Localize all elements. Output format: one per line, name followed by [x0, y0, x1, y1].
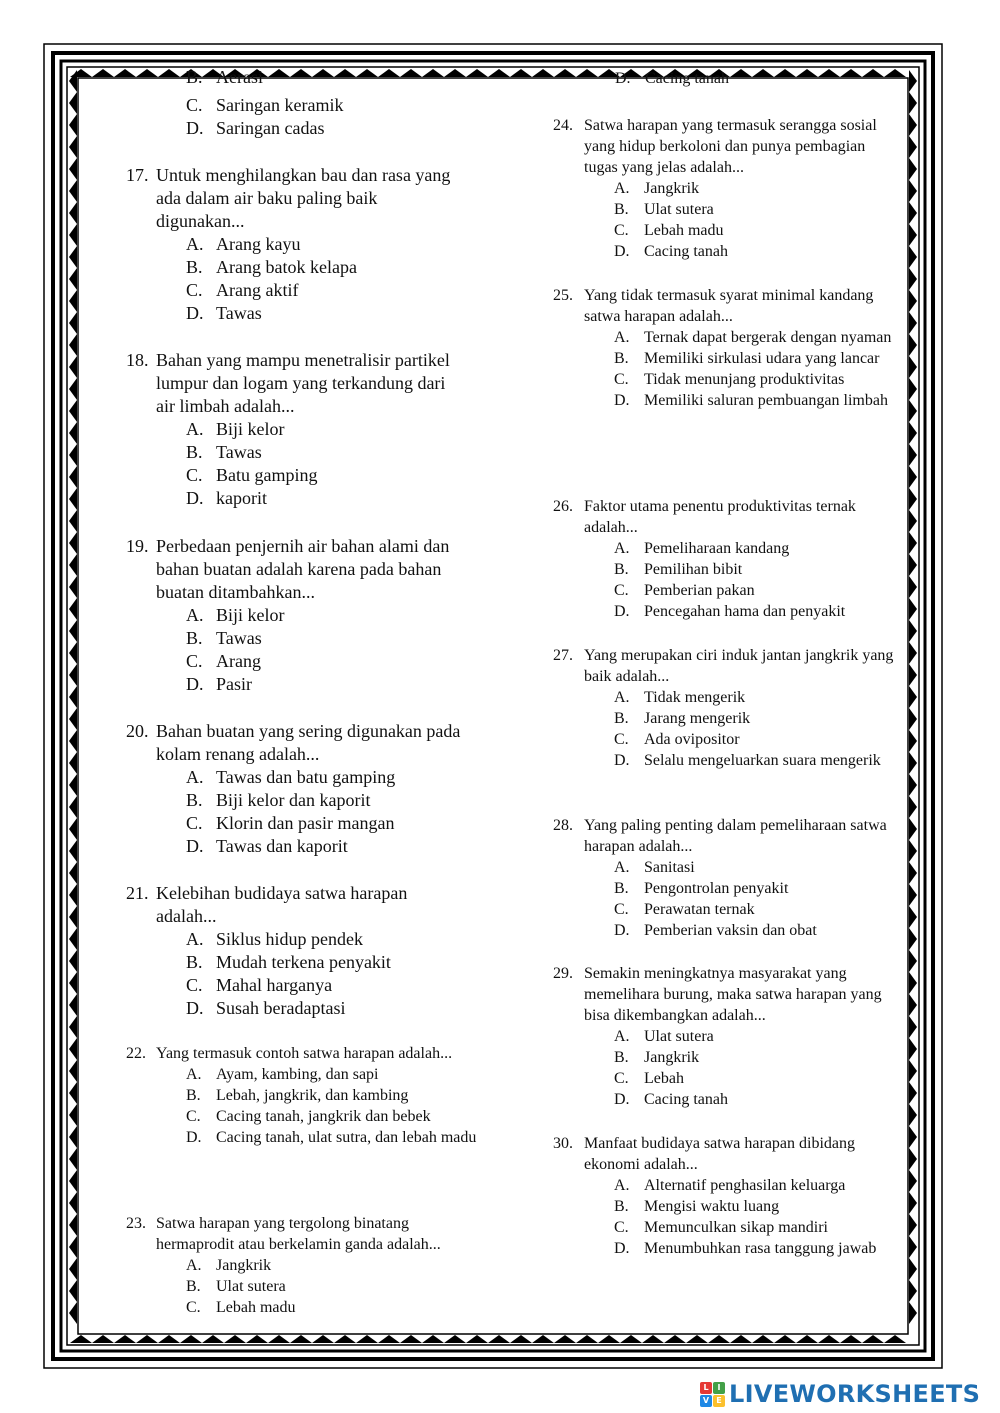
question-number: 28. — [553, 817, 573, 834]
question-text: Manfaat budidaya satwa harapan dibidang ekonomi adalah... — [584, 1135, 856, 1173]
option-text: Menumbuhkan rasa tanggung jawab — [644, 1240, 877, 1257]
question-block — [553, 963, 898, 1110]
question-number: 24. — [553, 117, 573, 134]
option-letter: C. — [614, 731, 629, 748]
option-item — [614, 1026, 898, 1047]
logo-letter: V — [700, 1395, 712, 1407]
option-letter: C. — [186, 651, 203, 671]
option-letter: B. — [614, 710, 629, 727]
liveworksheets-logo — [700, 1378, 980, 1410]
option-item — [186, 487, 456, 510]
option-item — [614, 241, 898, 262]
option-item — [614, 390, 898, 411]
option-letter: C. — [614, 1070, 629, 1087]
option-letter: C. — [614, 1219, 629, 1236]
question-stem — [126, 164, 466, 233]
option-letter: D. — [186, 303, 204, 323]
option-item — [614, 348, 898, 369]
option-letter: C. — [614, 222, 629, 239]
question-stem — [126, 882, 466, 928]
option-item — [186, 997, 466, 1020]
question-stem — [553, 115, 898, 178]
option-item — [614, 327, 898, 348]
option-text: Pemeliharaan kandang — [644, 540, 790, 557]
option-item — [614, 729, 908, 750]
option-text: Memiliki saluran pembuangan limbah — [644, 392, 888, 409]
option-letter: C. — [186, 813, 203, 833]
option-item — [186, 951, 466, 974]
option-letter: A. — [186, 929, 204, 949]
question-text: Semakin meningkatnya masyarakat yang memelihara burung, maka satwa harapan yang bisa dikembangkan adalah... — [584, 965, 882, 1024]
option-letter: D. — [186, 488, 204, 508]
option-letter: A. — [614, 1177, 630, 1194]
option-text: Cacing tanah, jangkrik dan bebek — [216, 1108, 431, 1125]
option-letter: B. — [186, 257, 203, 277]
option-text: Mudah terkena penyakit — [216, 952, 391, 972]
option-item — [614, 1238, 908, 1259]
option-list — [614, 327, 898, 411]
option-letter: B. — [614, 201, 629, 218]
option-letter: D. — [614, 392, 630, 409]
option-item — [614, 601, 908, 622]
option-letter: D. — [614, 1091, 630, 1108]
option-text: Ulat sutera — [644, 1028, 714, 1045]
option-letter: B. — [186, 442, 203, 462]
option-letter: B. — [614, 880, 629, 897]
option-text: Arang batok kelapa — [216, 257, 357, 277]
option-item — [186, 418, 456, 441]
option-letter: C. — [186, 1108, 201, 1125]
option-text: Mahal harganya — [216, 975, 333, 995]
logo-text: LIVEWORKSHEETS — [729, 1380, 981, 1408]
option-letter: A. — [186, 1066, 202, 1083]
option-text: Ulat sutera — [216, 1278, 286, 1295]
option-item — [186, 812, 466, 835]
question-text: Satwa harapan yang tergolong binatang hermaprodit atau berkelamin ganda adalah... — [156, 1215, 441, 1253]
option-letter: A. — [614, 1028, 630, 1045]
question-stem — [553, 1133, 908, 1175]
option-letter: D. — [614, 1240, 630, 1257]
option-item — [186, 650, 466, 673]
question-block — [126, 882, 466, 1020]
option-list — [186, 766, 466, 858]
option-text: Ada ovipositor — [644, 731, 740, 748]
option-letter: A. — [614, 180, 630, 197]
option-letter: D. — [186, 674, 204, 694]
option-text: Pemberian pakan — [644, 582, 755, 599]
option-text: kaporit — [216, 488, 267, 508]
option-text: Arang aktif — [216, 280, 299, 300]
option-text: Arang — [216, 651, 261, 671]
option-item — [186, 464, 456, 487]
option-list — [186, 1255, 466, 1318]
option-letter: B. — [186, 790, 203, 810]
option-letter: A. — [186, 605, 204, 625]
option-item — [614, 878, 898, 899]
option-letter: B. — [614, 1049, 629, 1066]
question-stem — [126, 1213, 466, 1255]
option-text: Klorin dan pasir mangan — [216, 813, 395, 833]
option-letter: D. — [186, 118, 204, 138]
question-number: 26. — [553, 498, 573, 515]
option-text: Biji kelor dan kaporit — [216, 790, 371, 810]
option-text: Biji kelor — [216, 419, 285, 439]
question-number: 20. — [126, 721, 149, 741]
logo-letter: L — [700, 1382, 712, 1394]
option-text: Cacing tanah, ulat sutra, dan lebah madu — [216, 1129, 477, 1146]
option-item — [186, 673, 466, 696]
question-stem — [126, 720, 466, 766]
option-list — [614, 1026, 898, 1110]
option-item — [186, 1297, 466, 1318]
option-letter: A. — [614, 329, 630, 346]
question-stem — [553, 645, 908, 687]
option-list — [186, 1064, 486, 1148]
option-text: Jarang mengerik — [644, 710, 751, 727]
option-letter: D. — [614, 922, 630, 939]
option-letter: A. — [614, 859, 630, 876]
option-text: Perawatan ternak — [644, 901, 755, 918]
option-letter: C. — [186, 465, 203, 485]
option-text: Tidak mengerik — [644, 689, 746, 706]
option-letter: B. — [614, 1198, 629, 1215]
option-list — [614, 538, 908, 622]
bottom-clip — [120, 1334, 920, 1344]
option-letter: D. — [614, 603, 630, 620]
option-list — [186, 604, 466, 696]
option-text: Pemberian vaksin dan obat — [644, 922, 817, 939]
option-letter: A. — [614, 540, 630, 557]
option-text: Lebah, jangkrik, dan kambing — [216, 1087, 409, 1104]
option-item — [186, 256, 466, 279]
option-text: Pencegahan hama dan penyakit — [644, 603, 846, 620]
option-text: Tawas dan batu gamping — [216, 767, 396, 787]
option-text: Memunculkan sikap mandiri — [644, 1219, 828, 1236]
question-block — [553, 285, 898, 411]
option-item — [186, 766, 466, 789]
option-text: Tawas dan kaporit — [216, 836, 348, 856]
question-stem — [126, 1043, 486, 1064]
question-block — [126, 1213, 466, 1336]
option-item — [186, 1106, 486, 1127]
option-text: Tidak menunjang produktivitas — [644, 371, 845, 388]
option-item — [614, 899, 898, 920]
option-text: Tawas — [216, 303, 262, 323]
option-item — [186, 1085, 486, 1106]
option-item — [186, 1255, 466, 1276]
option-list — [614, 1175, 908, 1259]
question-text: Yang tidak termasuk syarat minimal kandang satwa harapan adalah... — [584, 287, 874, 325]
option-text: Tawas — [216, 628, 262, 648]
option-letter: A. — [186, 234, 204, 254]
option-text: Jangkrik — [644, 180, 700, 197]
option-text: Siklus hidup pendek — [216, 929, 363, 949]
option-item — [614, 1068, 898, 1089]
option-text: Sanitasi — [644, 859, 695, 876]
option-item — [614, 199, 898, 220]
option-item — [614, 1196, 908, 1217]
carried-options — [186, 94, 506, 140]
option-list — [186, 233, 466, 325]
option-letter: B. — [614, 561, 629, 578]
question-block — [553, 645, 908, 771]
option-item — [186, 1276, 466, 1297]
option-letter: B. — [186, 952, 203, 972]
option-text: Ternak dapat bergerak dengan nyaman — [644, 329, 892, 346]
option-item — [186, 94, 506, 117]
option-text: Mengisi waktu luang — [644, 1198, 780, 1215]
option-text: Cacing tanah — [644, 243, 728, 260]
option-letter: B. — [186, 1278, 201, 1295]
option-text: Cacing tanah — [644, 1091, 728, 1108]
option-text: Jangkrik — [644, 1049, 700, 1066]
option-letter: C. — [614, 582, 629, 599]
option-list — [186, 928, 466, 1020]
option-letter: A. — [186, 767, 204, 787]
question-number: 22. — [126, 1045, 146, 1062]
option-item — [614, 687, 908, 708]
option-letter: D. — [186, 836, 204, 856]
question-stem — [126, 535, 466, 604]
option-text: Memiliki sirkulasi udara yang lancar — [644, 350, 880, 367]
option-list — [614, 857, 898, 941]
question-text: Yang termasuk contoh satwa harapan adalah... — [156, 1045, 453, 1062]
option-item — [186, 835, 466, 858]
option-item — [186, 117, 506, 140]
option-text: Pasir — [216, 674, 252, 694]
option-item — [614, 1217, 908, 1238]
option-letter: C. — [186, 1299, 201, 1316]
question-number: 17. — [126, 165, 149, 185]
option-letter: C. — [186, 975, 203, 995]
question-block — [126, 1043, 486, 1148]
option-text: Selalu mengeluarkan suara mengerik — [644, 752, 881, 769]
option-item — [186, 233, 466, 256]
option-item — [614, 178, 898, 199]
question-text: Yang merupakan ciri induk jantan jangkrik yang baik adalah... — [584, 647, 894, 685]
option-item — [186, 974, 466, 997]
option-item — [614, 580, 908, 601]
question-text: Faktor utama penentu produktivitas ternak adalah... — [584, 498, 856, 536]
option-letter: D. — [186, 998, 204, 1018]
option-item — [614, 538, 908, 559]
option-list — [614, 178, 898, 262]
question-stem — [553, 285, 898, 327]
question-number: 25. — [553, 287, 573, 304]
question-block — [553, 815, 898, 941]
question-text: Perbedaan penjernih air bahan alami dan bahan buatan adalah karena pada bahan buatan ditambahkan... — [156, 536, 450, 602]
question-number: 19. — [126, 536, 149, 556]
question-stem — [126, 349, 456, 418]
option-letter: B. — [186, 67, 203, 87]
option-item — [614, 220, 898, 241]
option-item — [614, 750, 908, 771]
option-text: Lebah — [644, 1070, 684, 1087]
logo-letter: E — [713, 1395, 725, 1407]
option-text: Saringan keramik — [216, 95, 344, 115]
question-number: 18. — [126, 350, 149, 370]
question-text: Bahan buatan yang sering digunakan pada kolam renang adalah... — [156, 721, 461, 764]
question-text: Bahan yang mampu menetralisir partikel lumpur dan logam yang terkandung dari air limbah adalah... — [156, 350, 450, 416]
option-item — [186, 279, 466, 302]
option-text: Aerasi — [216, 67, 263, 87]
option-text: Pengontrolan penyakit — [644, 880, 789, 897]
question-number: 21. — [126, 883, 149, 903]
option-letter: A. — [186, 419, 204, 439]
option-text: Lebah madu — [644, 222, 724, 239]
option-list — [186, 418, 456, 510]
option-text: Tawas — [216, 442, 262, 462]
question-stem — [553, 815, 898, 857]
question-number: 23. — [126, 1215, 146, 1232]
option-letter: B. — [614, 350, 629, 367]
option-text: Batu gamping — [216, 465, 318, 485]
question-block — [553, 115, 898, 262]
option-item — [614, 1047, 898, 1068]
cut-off-option — [150, 67, 510, 92]
option-letter: A. — [614, 689, 630, 706]
option-text: Arang kayu — [216, 234, 301, 254]
option-text: Biji kelor — [216, 605, 285, 625]
logo-letter: I — [713, 1382, 725, 1394]
option-letter: D. — [615, 70, 631, 87]
question-text: Untuk menghilangkan bau dan rasa yang ada dalam air baku paling baik digunakan... — [156, 165, 451, 231]
option-letter: D. — [186, 1129, 202, 1146]
option-item — [186, 441, 456, 464]
question-block — [126, 349, 456, 510]
question-block — [126, 535, 466, 696]
option-letter: C. — [614, 901, 629, 918]
question-block — [126, 164, 466, 325]
option-item — [614, 857, 898, 878]
option-letter: C. — [186, 95, 203, 115]
option-text: Susah beradaptasi — [216, 998, 346, 1018]
option-letter: A. — [186, 1257, 202, 1274]
option-letter: B. — [186, 1087, 201, 1104]
option-text: Pemilihan bibit — [644, 561, 743, 578]
question-block — [553, 1133, 908, 1259]
option-item — [614, 1089, 898, 1110]
option-letter: D. — [614, 243, 630, 260]
question-text: Yang paling penting dalam pemeliharaan satwa harapan adalah... — [584, 817, 887, 855]
option-text: Lebah madu — [216, 1299, 296, 1316]
question-number: 30. — [553, 1135, 573, 1152]
logo-icon — [700, 1382, 725, 1407]
option-item — [186, 789, 466, 812]
option-letter: B. — [186, 628, 203, 648]
question-block — [553, 496, 908, 622]
option-item — [614, 369, 898, 390]
option-item — [614, 920, 898, 941]
option-text: Cacing tanah — [645, 70, 729, 87]
option-text: Saringan cadas — [216, 118, 325, 138]
option-text: Ulat sutera — [644, 201, 714, 218]
option-item — [614, 1175, 908, 1196]
question-stem — [553, 963, 898, 1026]
option-item — [186, 604, 466, 627]
question-text: Kelebihan budidaya satwa harapan adalah... — [156, 883, 408, 926]
cut-off-option — [585, 70, 905, 90]
option-item — [186, 302, 466, 325]
option-letter: C. — [614, 371, 629, 388]
option-list — [614, 687, 908, 771]
option-text: Jangkrik — [216, 1257, 272, 1274]
option-item — [186, 627, 466, 650]
question-number: 27. — [553, 647, 573, 664]
option-item — [186, 928, 466, 951]
option-item — [186, 1127, 486, 1148]
option-text: Alternatif penghasilan keluarga — [644, 1177, 846, 1194]
question-text: Satwa harapan yang termasuk serangga sosial yang hidup berkoloni dan punya pembagian tugas yang jelas adalah... — [584, 117, 877, 176]
question-stem — [553, 496, 908, 538]
option-item — [614, 559, 908, 580]
option-text: Ayam, kambing, dan sapi — [216, 1066, 379, 1083]
option-item — [186, 1064, 486, 1085]
option-item — [614, 708, 908, 729]
question-block — [126, 720, 466, 858]
option-letter: D. — [614, 752, 630, 769]
question-number: 29. — [553, 965, 573, 982]
option-letter: C. — [186, 280, 203, 300]
